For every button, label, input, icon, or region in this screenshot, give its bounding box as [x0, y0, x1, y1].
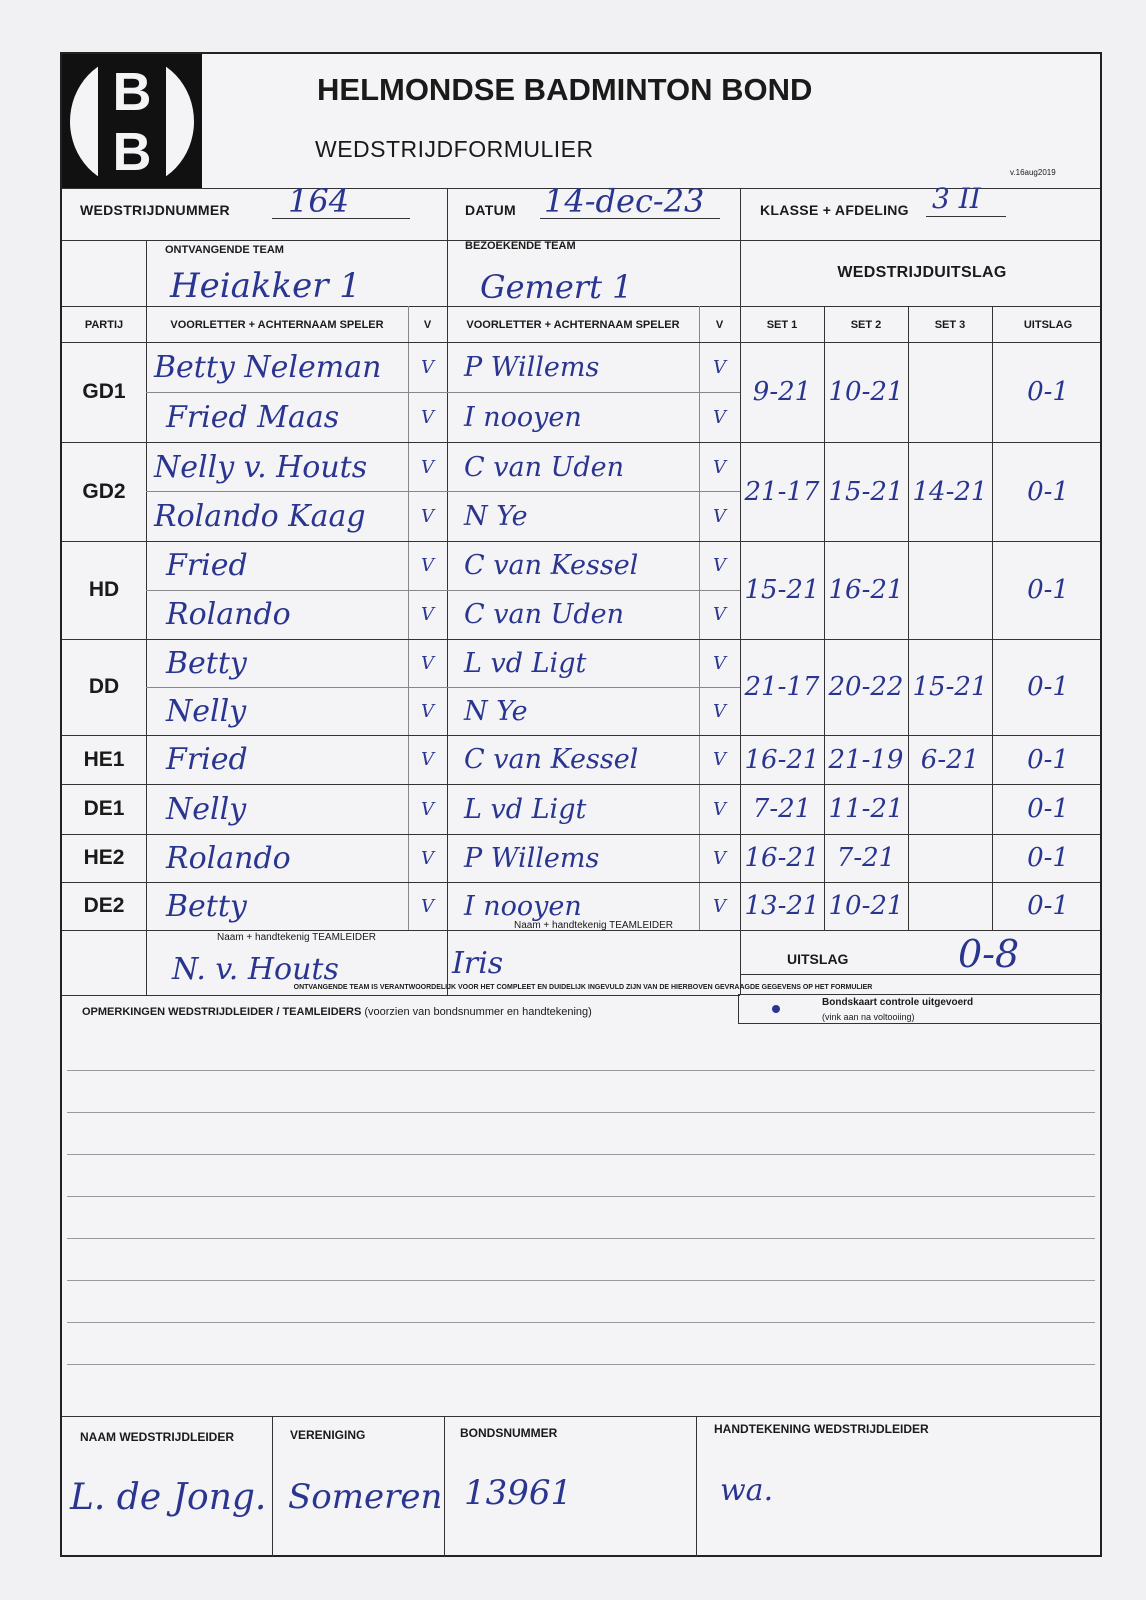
match-result: 0-1 — [1027, 575, 1069, 605]
class-label: KLASSE + AFDELING — [760, 202, 909, 218]
responsibility-note: ONTVANGENDE TEAM IS VERANTWOORDELIJK VOOR HET COMPLEET EN DUIDELIJK INGEVULD ZIJN VAN DE HIERBOVEN GEVRAAGDE GEGEVENS OP HET FORMULIER — [293, 983, 873, 991]
set3-score: 14-21 — [912, 476, 988, 507]
set1-score: 7-21 — [752, 794, 812, 824]
home-teamleader-label: Naam + handtekenig TEAMLEIDER — [216, 931, 377, 943]
match-result: 0-1 — [1027, 377, 1069, 407]
away-check: V — [713, 406, 726, 428]
number-label: BONDSNUMMER — [460, 1426, 558, 1440]
match-result: 0-1 — [1027, 794, 1069, 824]
away-teamleader-label: Naam + handtekenig TEAMLEIDER — [513, 919, 674, 931]
remarks-header — [82, 1006, 592, 1018]
match-result: 0-1 — [1027, 476, 1069, 507]
away-player: C van Kessel — [464, 550, 639, 581]
match-result: 0-1 — [1027, 891, 1069, 921]
remarks-label: OPMERKINGEN WEDSTRIJDLEIDER / TEAMLEIDERS — [82, 1006, 362, 1018]
home-player: Betty — [166, 645, 247, 681]
away-teamleader-signature: Iris — [452, 945, 504, 981]
set2-score: 16-21 — [828, 575, 904, 605]
card-check-label: Bondskaart controle uitgevoerd — [822, 997, 974, 1008]
match-code-gd2: GD2 — [82, 479, 126, 503]
form-subtitle: WEDSTRIJDFORMULIER — [315, 136, 594, 162]
match-result: 0-1 — [1027, 744, 1069, 775]
match-form — [60, 52, 1102, 1557]
match-code-he2: HE2 — [83, 846, 125, 869]
card-check-hint: (vink aan na voltooiing) — [822, 1011, 915, 1022]
set3-score — [908, 784, 992, 834]
home-player: Fried Maas — [166, 399, 340, 435]
home-check: V — [421, 895, 434, 917]
date-value: 14-dec-23 — [544, 182, 705, 220]
home-team-name: Heiakker 1 — [170, 266, 361, 306]
away-check: V — [713, 505, 726, 527]
home-player: Nelly — [166, 791, 247, 827]
match-result: 0-1 — [1027, 672, 1069, 702]
total-result-value: 0-8 — [958, 932, 1020, 976]
away-player: P Willems — [464, 351, 600, 383]
away-check: V — [713, 798, 726, 820]
set1-score: 9-21 — [752, 377, 812, 407]
match-number-value: 164 — [288, 182, 350, 220]
set2-score: 10-21 — [828, 377, 904, 407]
set1-score: 16-21 — [744, 843, 820, 873]
home-player: Nelly — [166, 693, 247, 729]
match-code-he1: HE1 — [83, 747, 125, 771]
home-player: Fried — [166, 742, 248, 777]
set3-score — [908, 541, 992, 639]
match-result: 0-1 — [1027, 843, 1069, 873]
match-code-gd1: GD1 — [82, 380, 126, 403]
col-home-check: V — [423, 319, 432, 331]
bond-logo — [62, 54, 202, 189]
away-check: V — [713, 700, 726, 722]
home-player: Betty Neleman — [154, 349, 382, 385]
class-value: 3 II — [932, 182, 981, 215]
home-check: V — [421, 652, 434, 674]
set1-score: 16-21 — [744, 744, 820, 775]
away-player: N Ye — [464, 695, 528, 727]
set2-score: 7-21 — [836, 843, 896, 873]
match-code-hd: HD — [88, 578, 120, 601]
match-number-label: WEDSTRIJDNUMMER — [80, 202, 230, 218]
set3-score: 15-21 — [912, 672, 988, 702]
col-set2: SET 2 — [850, 319, 882, 331]
away-team-label: BEZOEKENDE TEAM — [465, 240, 576, 252]
home-check: V — [421, 798, 434, 820]
match-code-de2: DE2 — [83, 894, 125, 917]
set1-score: 15-21 — [744, 575, 820, 605]
home-team-label: ONTVANGENDE TEAM — [165, 244, 284, 256]
set2-score: 11-21 — [828, 794, 904, 824]
card-check-mark[interactable] — [772, 1005, 780, 1013]
total-result-label: UITSLAG — [787, 951, 849, 967]
home-check: V — [421, 356, 434, 378]
set3-score — [908, 834, 992, 882]
away-player: C van Kessel — [464, 744, 639, 775]
referee-name: L. de Jong. — [70, 1476, 267, 1518]
col-result: UITSLAG — [1023, 319, 1073, 331]
remarks-hint: (voorzien van bondsnummer en handtekening) — [364, 1006, 592, 1018]
home-teamleader-signature: N. v. Houts — [172, 951, 339, 987]
away-check: V — [713, 847, 726, 869]
home-player: Fried — [166, 548, 248, 583]
set2-score: 15-21 — [828, 476, 904, 507]
home-check: V — [421, 847, 434, 869]
logo-letter-top: B — [112, 62, 152, 122]
away-player: C van Uden — [464, 599, 624, 630]
result-title: WEDSTRIJDUITSLAG — [837, 264, 1007, 281]
away-check: V — [713, 555, 726, 576]
form-title: HELMONDSE BADMINTON BOND — [317, 72, 813, 107]
match-code-de1: DE1 — [83, 797, 125, 820]
set1-score: 21-17 — [744, 672, 820, 702]
form-version: v.16aug2019 — [1010, 168, 1056, 177]
referee-label: NAAM WEDSTRIJDLEIDER — [80, 1430, 235, 1444]
club-name: Someren — [288, 1477, 443, 1517]
away-player: I nooyen — [464, 401, 582, 433]
set2-score: 21-19 — [828, 744, 904, 775]
col-away-players: VOORLETTER + ACHTERNAAM SPELER — [466, 319, 680, 331]
home-player: Betty — [166, 888, 247, 924]
set1-score: 13-21 — [744, 891, 820, 921]
home-check: V — [421, 406, 434, 428]
bond-number: 13961 — [464, 1473, 573, 1513]
col-home-players: VOORLETTER + ACHTERNAAM SPELER — [170, 319, 384, 331]
logo-letter-bottom: B — [112, 122, 152, 182]
set3-score — [908, 342, 992, 442]
home-check: V — [421, 749, 434, 770]
set3-score — [908, 882, 992, 930]
away-check: V — [713, 604, 726, 625]
away-check: V — [713, 749, 726, 770]
col-partij: PARTIJ — [84, 319, 124, 331]
away-check: V — [713, 456, 726, 478]
set1-score: 21-17 — [744, 476, 820, 507]
away-player: P Willems — [464, 842, 600, 874]
date-label: DATUM — [465, 202, 517, 218]
away-player: I nooyen — [464, 890, 582, 922]
home-player: Rolando — [166, 597, 291, 632]
home-player: Rolando — [166, 840, 291, 876]
col-set1: SET 1 — [766, 319, 798, 331]
home-check: V — [421, 555, 434, 576]
home-check: V — [421, 604, 434, 625]
set2-score: 10-21 — [828, 891, 904, 921]
home-check: V — [421, 456, 434, 478]
home-player: Nelly v. Houts — [154, 449, 368, 485]
set3-score: 6-21 — [920, 744, 980, 775]
away-player: L vd Ligt — [464, 793, 587, 825]
home-player: Rolando Kaag — [154, 498, 366, 534]
set2-score: 20-22 — [828, 672, 904, 702]
away-player: N Ye — [464, 500, 528, 532]
col-away-check: V — [715, 319, 724, 331]
home-check: V — [421, 505, 434, 527]
away-check: V — [713, 895, 726, 917]
match-code-dd: DD — [88, 675, 120, 698]
away-player: C van Uden — [464, 451, 624, 483]
away-check: V — [713, 356, 726, 378]
col-set3: SET 3 — [934, 319, 966, 331]
away-player: L vd Ligt — [464, 647, 587, 679]
signature-label: HANDTEKENING WEDSTRIJDLEIDER — [714, 1422, 929, 1436]
away-check: V — [713, 652, 726, 674]
away-team-name: Gemert 1 — [480, 268, 633, 306]
referee-signature: wa. — [720, 1472, 774, 1508]
club-label: VERENIGING — [290, 1428, 366, 1442]
home-check: V — [421, 700, 434, 722]
